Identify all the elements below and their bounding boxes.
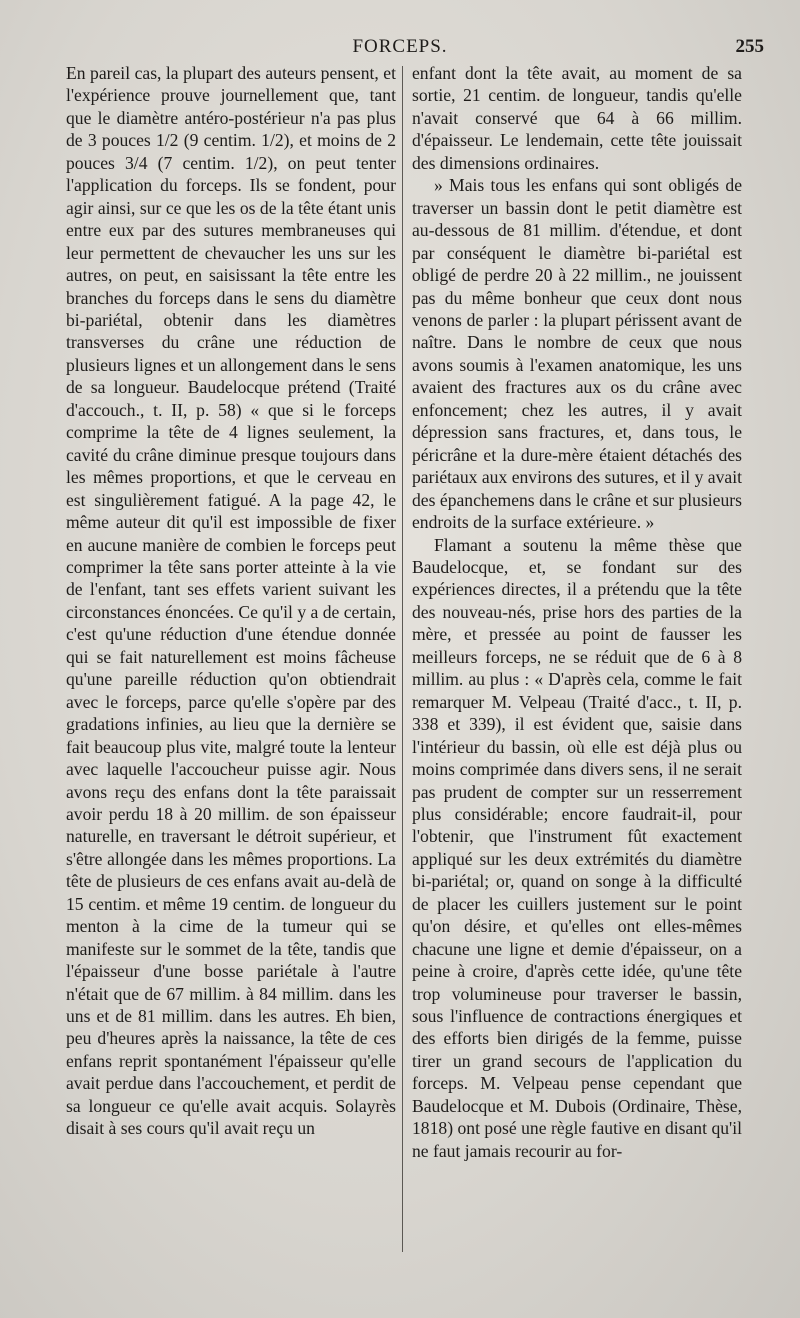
paragraph: En pareil cas, la plupart des auteurs pensent, et l'expérience prouve journellement que, tant que le diamètre antéro-postérieur n'a pas plus de 3 pouces 1/2 (9 centim. 1/2), et moins de 2 pouces 3/4 (7 centim. 1/2), on peut tenter l'application du forceps. Ils se fondent, pour agir ainsi, sur ce que les os de la tête étant unis entre eux par des sutures membraneuses qui leur permettent de chevaucher les uns sur les autres, on peut, en saisissant la tête entre les branches du forceps dans le sens du diamètre bi-pariétal, obtenir dans les diamètres transverses du crâne une réduction de plusieurs lignes et un allongement dans le sens de sa longueur. Baudelocque prétend (Traité d'accouch., t. II, p. 58) « que si le forceps comprime la tête de 4 lignes seulement, la cavité du crâne diminue presque toujours dans les mêmes proportions, et que le cerveau en est singulièrement fatigué. A la page 42, le même auteur dit qu'il est impossible de fixer en aucune manière de combien le forceps peut comprimer la tête sans porter atteinte à la vie de l'enfant, tant ses effets varient suivant les circonstances énoncées. Ce qu'il y a de certain, c'est qu'une réduction d'une étendue donnée qui se fait naturellement est moins fâcheuse qu'une pareille réduction qu'on obtiendrait avec le forceps, parce qu'elle s'opère par des gradations infinies, au lieu que la dernière se fait beaucoup plus vite, malgré toute la lenteur avec laquelle l'accoucheur puisse agir. Nous avons reçu des enfans dont la tête paraissait avoir perdu 18 à 20 millim. de son épaisseur naturelle, en traversant le détroit supérieur, et s'être allongée dans les mêmes proportions. La tête de plusieurs de ces enfans avait au-delà de 15 centim. et même 19 centim. de longueur du menton à la cime de la tumeur qui se manifeste sur le sommet de la tête, tandis que l'épaisseur d'une bosse pariétale à l'autre n'était que de 67 millim. à 84 millim. dans les uns et de 81 millim. dans les autres. Eh bien, peu d'heures après la naissance, la tête de ces enfans reprit spontanément l'épaisseur qu'elle avait perdue dans l'accouchement, et perdit de sa longueur ce qu'elle avait acquis. Solayrès disait à ses cours qu'il avait reçu un xyxy=(66,63,396,1139)
running-title: FORCEPS. xyxy=(352,36,448,57)
paragraph: » Mais tous les enfans qui sont obligés de traverser un bassin dont le petit diamètre est au-dessous de 81 millim. d'étendue, et dont par conséquent le diamètre bi-pariétal est obligé de perdre 20 à 22 millim., ne jouissent pas du même bonheur que ceux dont nous venons de parler : la plupart périssent avant de naître. Dans le nombre de ceux que nous avons soumis à l'examen anatomique, les uns avaient des fractures aux os du crâne avec enfoncement; chez les autres, il y avait dépression sans fractures, et, dans tous, le péricrâne et la dure-mère étaient détachés des pariétaux aux environs des sutures, et il y avait des épanchemens dans le crâne et sur plusieurs endroits de la surface extérieure. » xyxy=(412,175,742,533)
paragraph: enfant dont la tête avait, au moment de sa sortie, 21 centim. de longueur, tandis qu'elle n'avait conservé que 64 à 66 millim. d'épaisseur. Le lendemain, cette tête jouissait des dimensions ordinaires. xyxy=(412,63,742,173)
page-number: 255 xyxy=(735,36,764,57)
paragraph: Flamant a soutenu la même thèse que Baudelocque, et, se fondant sur des expériences directes, il a prétendu que la tête des nouveau-nés, prise hors des parties de la mère, et pressée au point de fausser les meilleurs forceps, ne se réduit que de 6 à 8 millim. au plus : « D'après cela, comme le fait remarquer M. Velpeau (Traité d'acc., t. II, p. 338 et 339), il est évident que, saisie dans l'intérieur du bassin, où elle est déjà plus ou moins comprimée dans divers sens, il ne serait pas prudent de compter sur un resserrement plus considérable; encore faudrait-il, pour l'obtenir, que l'instrument fût exactement appliqué sur les deux extrémités du diamètre bi-pariétal; or, quand on songe à la difficulté de placer les cuillers justement sur le point qu'on désire, et qu'elles ont elles-mêmes chacune une ligne et demie d'épaisseur, on a peine à croire, d'après cette idée, qu'une tête trop volumineuse pour traverser le bassin, sous l'influence de contractions énergiques et des efforts bien dirigés de la femme, puisse tirer un grand secours de l'application du forceps. M. Velpeau pense cependant que Baudelocque et M. Dubois (Ordinaire, Thèse, 1818) ont posé une règle fautive en disant qu'il ne faut jamais recourir au for- xyxy=(412,534,742,1161)
text-column-right xyxy=(412,62,742,1162)
text-column-left xyxy=(66,62,396,1140)
page-header xyxy=(0,36,800,58)
column-divider xyxy=(402,66,403,1252)
